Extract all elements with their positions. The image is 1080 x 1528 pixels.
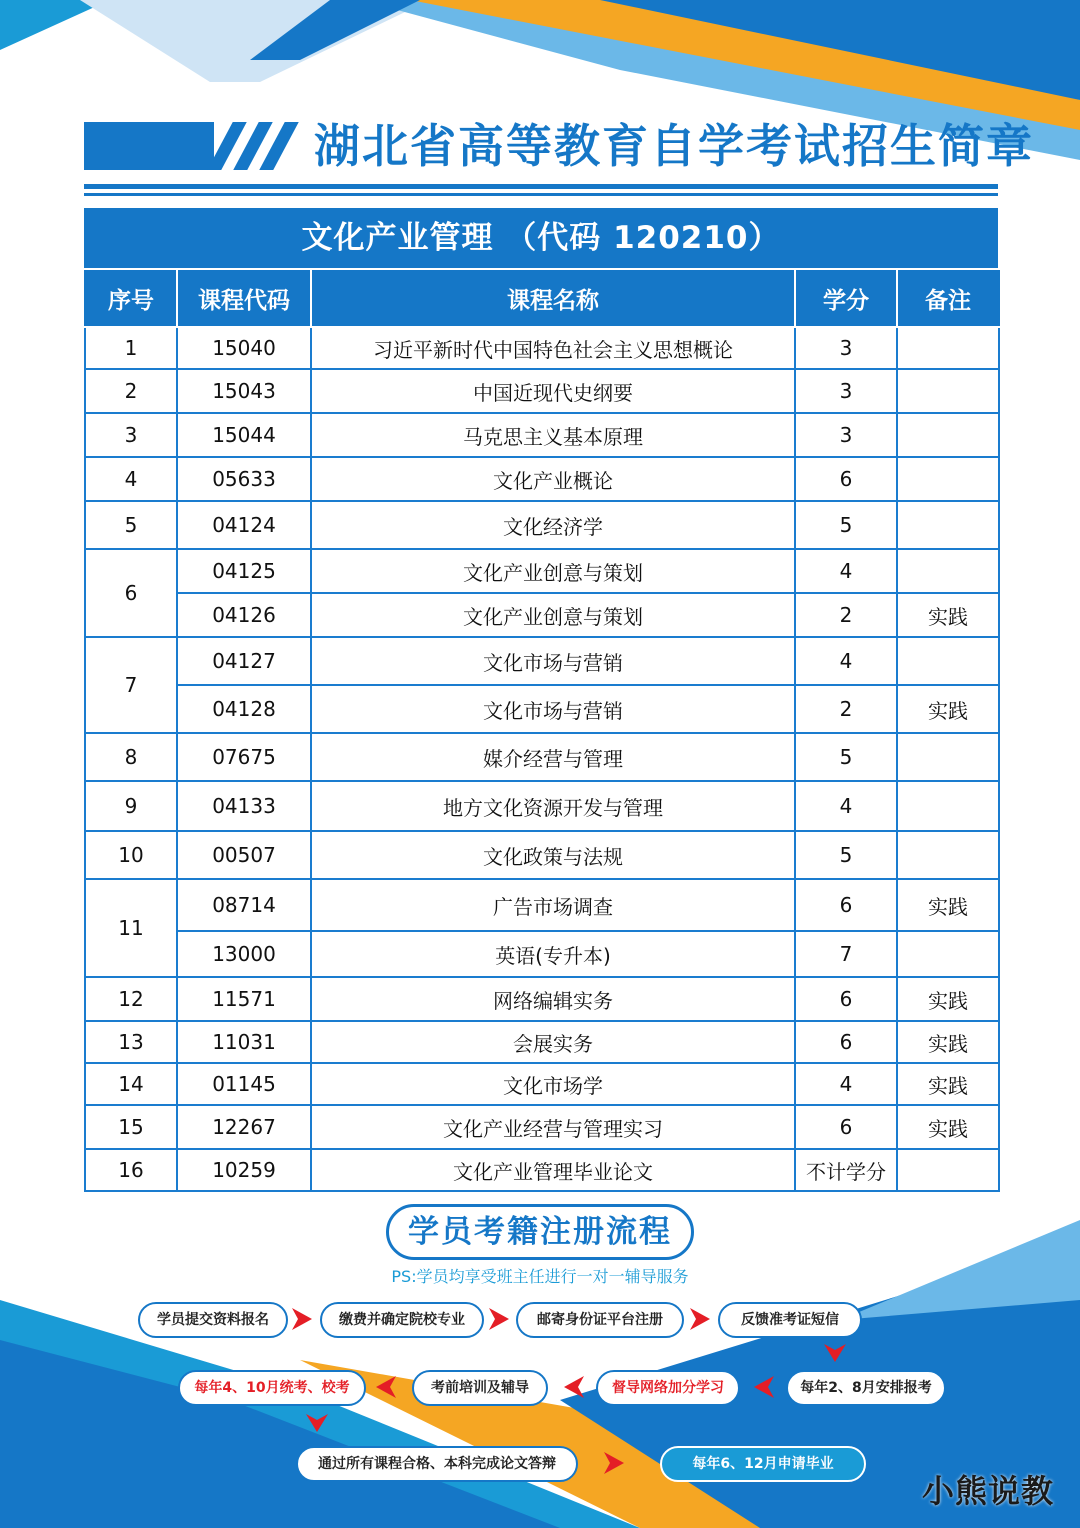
table-row: [85, 1021, 999, 1063]
cell-course-code: 15044: [177, 413, 311, 457]
table-row: [85, 637, 999, 685]
cell-note: 实践: [897, 593, 999, 637]
cell-index: 9: [85, 781, 177, 831]
cell-note: [897, 733, 999, 781]
cell-credit: 7: [795, 931, 897, 977]
table-row: [85, 931, 999, 977]
arrow-right-icon: [602, 1450, 626, 1476]
cell-note: [897, 413, 999, 457]
cell-index: 2: [85, 369, 177, 413]
column-header: 序号: [85, 270, 177, 327]
cell-credit: 6: [795, 1105, 897, 1149]
cell-index: 7: [85, 637, 177, 733]
cell-credit: 5: [795, 733, 897, 781]
cell-index: 4: [85, 457, 177, 501]
table-row: [85, 733, 999, 781]
title-banner: [84, 119, 1034, 176]
cell-course-name: 文化产业管理毕业论文: [311, 1149, 795, 1191]
step-pass-and-thesis: 通过所有课程合格、本科完成论文答辩: [296, 1446, 578, 1482]
cell-credit: 4: [795, 781, 897, 831]
cell-index: 8: [85, 733, 177, 781]
cell-course-name: 会展实务: [311, 1021, 795, 1063]
cell-credit: 2: [795, 593, 897, 637]
course-table: [84, 208, 998, 1192]
cell-course-name: 文化政策与法规: [311, 831, 795, 879]
table-row: [85, 977, 999, 1021]
step-feedback-sms: 反馈准考证短信: [718, 1302, 862, 1338]
arrow-down-icon: [304, 1412, 330, 1434]
column-header: 课程代码: [177, 270, 311, 327]
table-row: [85, 1149, 999, 1191]
cell-index: 12: [85, 977, 177, 1021]
column-header: 备注: [897, 270, 999, 327]
cell-course-code: 15040: [177, 327, 311, 369]
cell-credit: 6: [795, 977, 897, 1021]
cell-course-code: 10259: [177, 1149, 311, 1191]
cell-note: [897, 549, 999, 593]
table-row: [85, 327, 999, 369]
cell-course-name: 英语(专升本): [311, 931, 795, 977]
cell-index: 11: [85, 879, 177, 977]
step-mail-id-register: 邮寄身份证平台注册: [516, 1302, 684, 1338]
cell-credit: 3: [795, 327, 897, 369]
cell-note: [897, 831, 999, 879]
cell-note: 实践: [897, 685, 999, 733]
cell-index: 13: [85, 1021, 177, 1063]
table-row: [85, 501, 999, 549]
cell-course-name: 地方文化资源开发与管理: [311, 781, 795, 831]
arrow-right-icon: [487, 1306, 511, 1332]
cell-course-name: 文化经济学: [311, 501, 795, 549]
cell-course-name: 文化产业经营与管理实习: [311, 1105, 795, 1149]
cell-note: [897, 931, 999, 977]
cell-course-name: 广告市场调查: [311, 879, 795, 931]
step-pre-exam-training: 考前培训及辅导: [412, 1370, 548, 1406]
arrow-right-icon: [290, 1306, 314, 1332]
table-row: [85, 549, 999, 593]
cell-index: 10: [85, 831, 177, 879]
cell-index: 15: [85, 1105, 177, 1149]
cell-course-code: 00507: [177, 831, 311, 879]
cell-credit: 不计学分: [795, 1149, 897, 1191]
cell-credit: 4: [795, 549, 897, 593]
cell-course-code: 01145: [177, 1063, 311, 1105]
arrow-left-icon: [752, 1374, 776, 1400]
cell-note: 实践: [897, 977, 999, 1021]
cell-course-name: 文化市场与营销: [311, 637, 795, 685]
cell-course-name: 文化市场学: [311, 1063, 795, 1105]
cell-credit: 2: [795, 685, 897, 733]
cell-credit: 4: [795, 637, 897, 685]
watermark: 小熊说教: [922, 1472, 1055, 1510]
step-apply-graduation: 每年6、12月申请毕业: [660, 1446, 866, 1482]
table-header-row: [85, 270, 999, 327]
cell-note: 实践: [897, 1105, 999, 1149]
cell-course-code: 04133: [177, 781, 311, 831]
process-note: PS:学员均享受班主任进行一对一辅导服务: [391, 1267, 689, 1286]
table-row: [85, 413, 999, 457]
cell-course-code: 04124: [177, 501, 311, 549]
cell-course-code: 04125: [177, 549, 311, 593]
cell-note: [897, 501, 999, 549]
cell-credit: 4: [795, 1063, 897, 1105]
title-rule: [84, 193, 998, 196]
step-exam-registration: 每年2、8月安排报考: [786, 1370, 946, 1406]
cell-credit: 3: [795, 413, 897, 457]
cell-note: 实践: [897, 879, 999, 931]
step-exam-schedule: 每年4、10月统考、校考: [178, 1370, 366, 1406]
step-submit-application: 学员提交资料报名: [138, 1302, 288, 1338]
cell-course-name: 文化市场与营销: [311, 685, 795, 733]
cell-course-name: 文化产业创意与策划: [311, 549, 795, 593]
cell-course-name: 文化产业概论: [311, 457, 795, 501]
table-row: [85, 685, 999, 733]
cell-course-name: 中国近现代史纲要: [311, 369, 795, 413]
cell-course-name: 习近平新时代中国特色社会主义思想概论: [311, 327, 795, 369]
cell-course-code: 04126: [177, 593, 311, 637]
step-online-study: 督导网络加分学习: [596, 1370, 740, 1406]
table-row: [85, 1105, 999, 1149]
cell-index: 3: [85, 413, 177, 457]
cell-course-code: 04127: [177, 637, 311, 685]
cell-index: 1: [85, 327, 177, 369]
table-row: [85, 781, 999, 831]
column-header: 学分: [795, 270, 897, 327]
process-title: 学员考籍注册流程: [386, 1204, 694, 1260]
cell-credit: 6: [795, 879, 897, 931]
table-row: [85, 1063, 999, 1105]
step-pay-and-choose-major: 缴费并确定院校专业: [320, 1302, 484, 1338]
cell-credit: 5: [795, 831, 897, 879]
cell-note: 实践: [897, 1021, 999, 1063]
cell-course-code: 07675: [177, 733, 311, 781]
cell-credit: 6: [795, 457, 897, 501]
cell-index: 5: [85, 501, 177, 549]
cell-index: 14: [85, 1063, 177, 1105]
arrow-left-icon: [562, 1374, 586, 1400]
cell-course-code: 05633: [177, 457, 311, 501]
cell-course-code: 11031: [177, 1021, 311, 1063]
cell-credit: 3: [795, 369, 897, 413]
cell-course-code: 12267: [177, 1105, 311, 1149]
cell-course-code: 11571: [177, 977, 311, 1021]
page-title: 湖北省高等教育自学考试招生简章: [314, 119, 1034, 173]
cell-index: 6: [85, 549, 177, 637]
cell-course-code: 08714: [177, 879, 311, 931]
arrow-right-icon: [688, 1306, 712, 1332]
title-accent-bar: [84, 122, 214, 170]
cell-course-code: 15043: [177, 369, 311, 413]
cell-course-name: 媒介经营与管理: [311, 733, 795, 781]
cell-course-name: 马克思主义基本原理: [311, 413, 795, 457]
title-rule: [84, 184, 998, 189]
table-title: 文化产业管理 （代码 120210）: [84, 208, 998, 270]
cell-course-name: 网络编辑实务: [311, 977, 795, 1021]
cell-note: [897, 327, 999, 369]
cell-note: 实践: [897, 1063, 999, 1105]
table-row: [85, 369, 999, 413]
cell-note: [897, 457, 999, 501]
cell-credit: 5: [795, 501, 897, 549]
table-row: [85, 457, 999, 501]
arrow-left-icon: [374, 1374, 398, 1400]
cell-note: [897, 637, 999, 685]
cell-course-code: 13000: [177, 931, 311, 977]
table-row: [85, 831, 999, 879]
cell-note: [897, 1149, 999, 1191]
cell-note: [897, 781, 999, 831]
cell-index: 16: [85, 1149, 177, 1191]
table-row: [85, 879, 999, 931]
cell-course-name: 文化产业创意与策划: [311, 593, 795, 637]
arrow-down-icon: [822, 1342, 848, 1364]
cell-course-code: 04128: [177, 685, 311, 733]
cell-note: [897, 369, 999, 413]
column-header: 课程名称: [311, 270, 795, 327]
table-row: [85, 593, 999, 637]
cell-credit: 6: [795, 1021, 897, 1063]
